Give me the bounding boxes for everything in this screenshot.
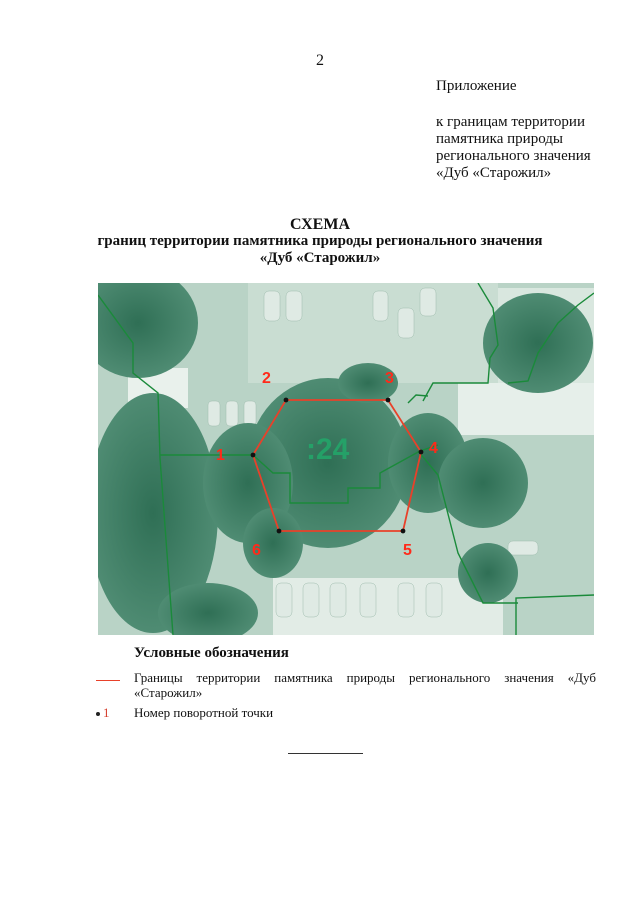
point-dot-icon	[96, 712, 100, 716]
point-label: 6	[252, 542, 261, 559]
boundary-line-swatch	[96, 680, 120, 681]
appendix-line: регионального значения	[436, 148, 591, 164]
legend-boundary-text: Границы территории памятника природы регионального значения «Дуб «Старожил»	[134, 670, 596, 700]
point-label: 1	[216, 447, 225, 464]
title-line: границ территории памятника природы регионального значения	[97, 233, 543, 249]
vertex-4	[419, 450, 424, 455]
appendix-line: к границам территории	[436, 114, 585, 130]
vertex-6	[277, 529, 282, 534]
vertex-3	[386, 398, 391, 403]
title-line: СХЕМА	[289, 216, 351, 233]
vertex-5	[401, 529, 406, 534]
satellite-map	[98, 283, 594, 635]
title-line: «Дуб «Старожил»	[259, 250, 381, 266]
legend-point-sample: 1	[103, 705, 110, 720]
point-label: 2	[262, 370, 271, 387]
document-title	[0, 216, 640, 267]
appendix-line: памятника природы	[436, 131, 563, 147]
parcel-label: :24	[306, 433, 350, 466]
point-label: 4	[429, 440, 438, 457]
page-number: 2	[316, 52, 324, 69]
point-label: 3	[385, 370, 394, 387]
legend-point-text: Номер поворотной точки	[134, 705, 274, 720]
vertex-2	[284, 398, 289, 403]
point-label: 5	[403, 542, 412, 559]
legend-title: Условные обозначения	[134, 645, 289, 661]
legend-point-row	[96, 705, 274, 721]
end-rule	[288, 753, 363, 754]
appendix-line: «Дуб «Старожил»	[436, 165, 552, 181]
appendix-block	[436, 78, 591, 182]
vertex-1	[251, 453, 256, 458]
appendix-heading: Приложение	[436, 78, 517, 94]
